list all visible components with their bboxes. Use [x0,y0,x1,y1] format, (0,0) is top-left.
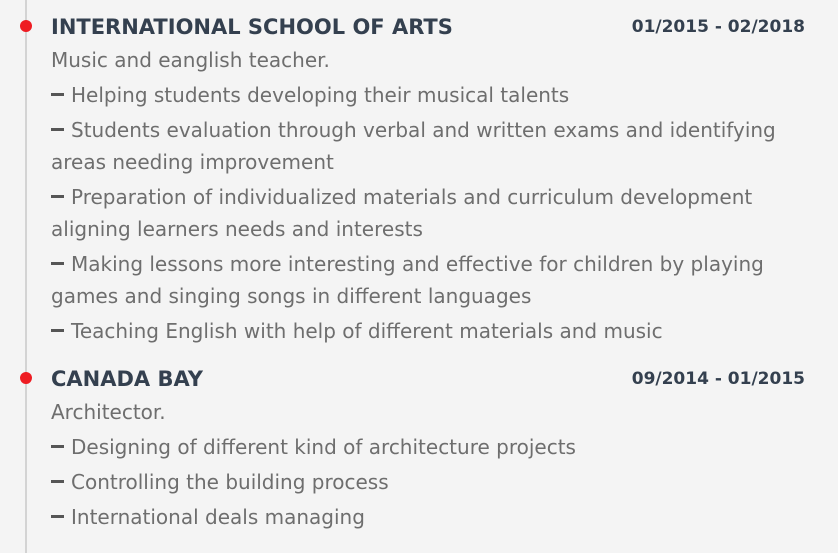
responsibility-item [51,501,816,533]
responsibility-text: Making lessons more interesting and effective for children by playing games and singing songs in different languages [51,252,764,308]
responsibility-text: Teaching English with help of different materials and music [71,319,663,343]
responsibility-list [51,79,816,347]
responsibility-item [51,79,816,111]
organization-name: INTERNATIONAL SCHOOL OF ARTS [51,15,453,39]
dash-bullet-icon [51,480,64,483]
entry-header [0,10,838,44]
dash-bullet-icon [51,515,64,518]
responsibility-item [51,248,816,312]
entry-header [0,362,838,396]
date-range: 01/2015 - 02/2018 [631,17,805,37]
responsibility-item [51,466,816,498]
responsibility-text: Designing of different kind of architecture projects [71,435,576,459]
dash-bullet-icon [51,93,64,96]
experience-entry [0,362,838,533]
responsibility-list [51,431,816,533]
responsibility-item [51,431,816,463]
dash-bullet-icon [51,445,64,448]
job-role: Architector. [51,400,166,424]
responsibility-item [51,181,816,245]
dash-bullet-icon [51,128,64,131]
experience-entry [0,10,838,347]
responsibility-item [51,114,816,178]
dash-bullet-icon [51,329,64,332]
dash-bullet-icon [51,195,64,198]
responsibility-text: International deals managing [71,505,365,529]
responsibility-text: Preparation of individualized materials and curriculum development aligning learners needs and interests [51,185,753,241]
responsibility-item [51,315,816,347]
organization-name: CANADA BAY [51,367,203,391]
dash-bullet-icon [51,262,64,265]
job-role: Music and eanglish teacher. [51,48,330,72]
responsibility-text: Helping students developing their musical talents [71,83,570,107]
responsibility-text: Controlling the building process [71,470,389,494]
responsibility-text: Students evaluation through verbal and written exams and identifying areas needing improvement [51,118,776,174]
date-range: 09/2014 - 01/2015 [631,369,805,389]
